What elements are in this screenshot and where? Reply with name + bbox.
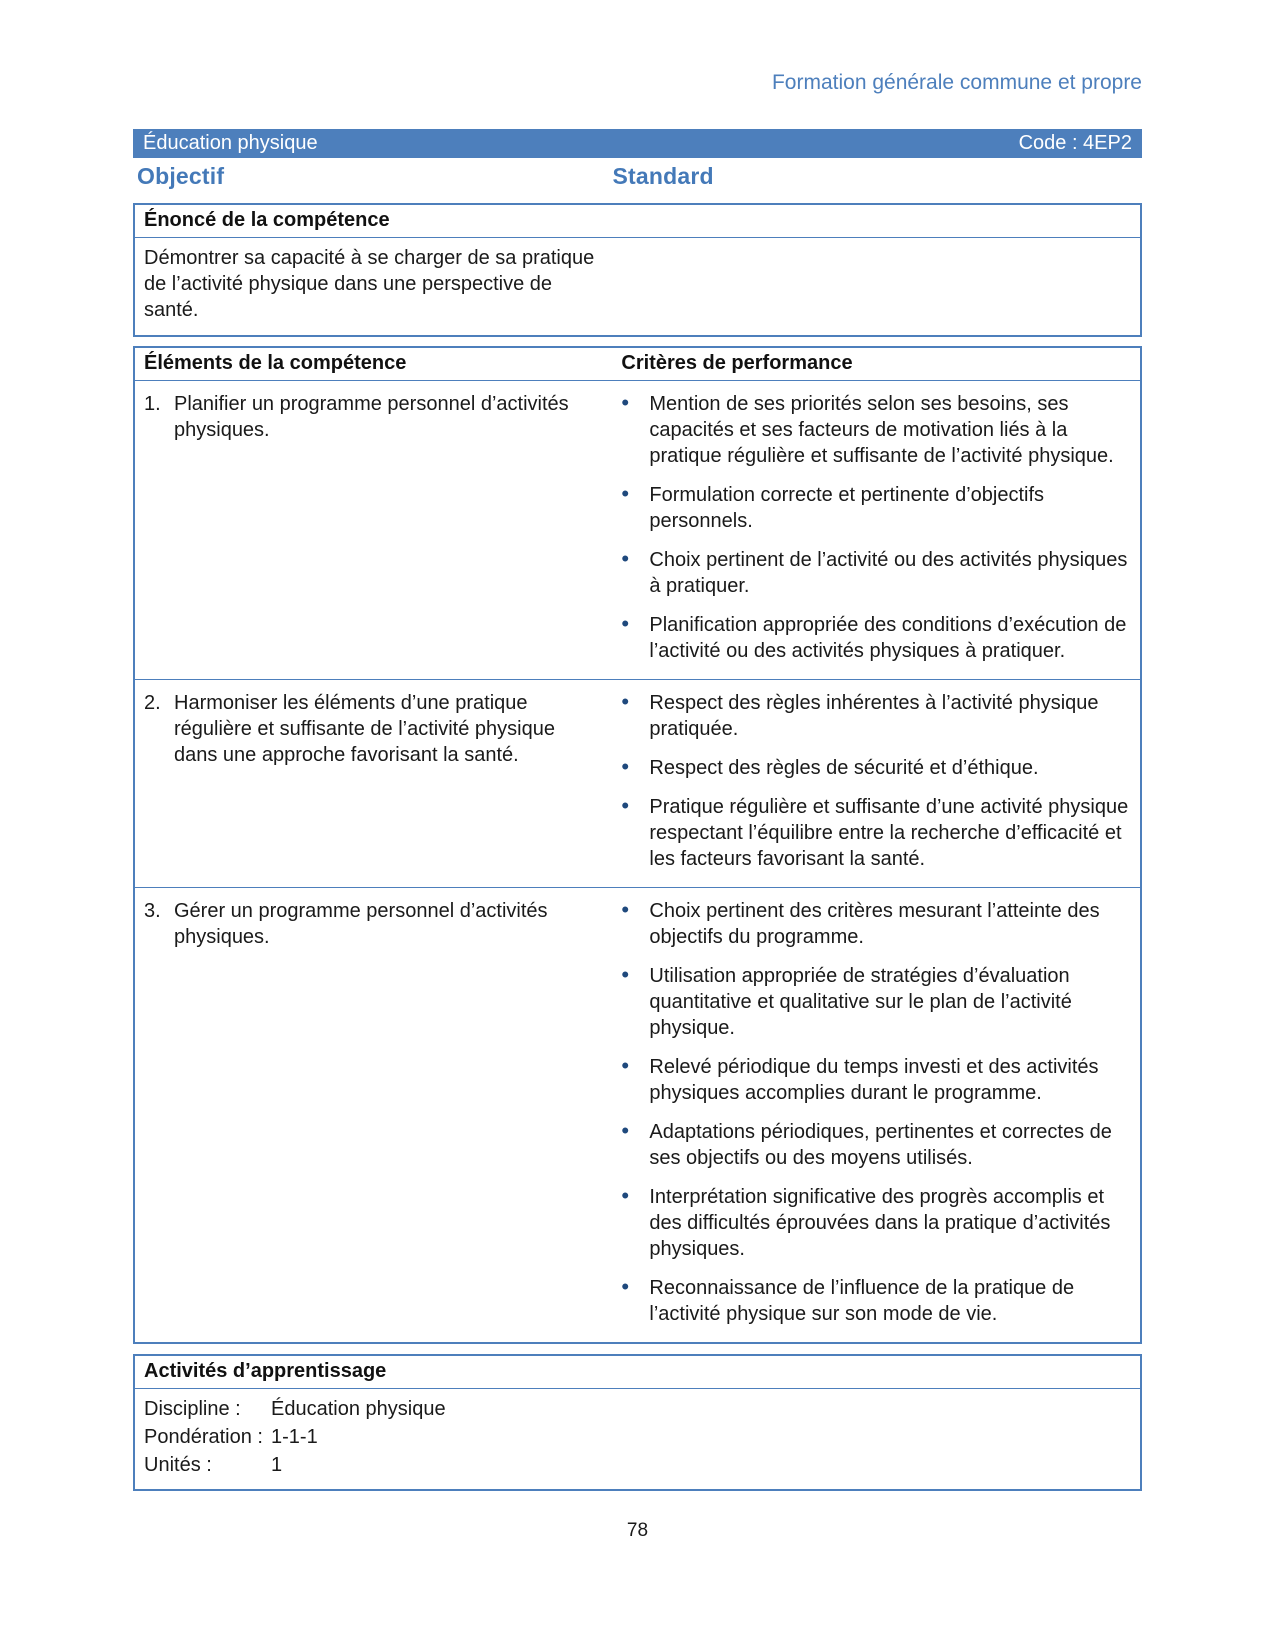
page-number: 78 xyxy=(626,1520,649,1541)
criteria-bullet: • Planification appropriée des conditions d’exécution de l’activité ou des activités physiques à pratiquer. xyxy=(612,612,1134,664)
activites-table xyxy=(133,1354,1142,1491)
enonce-body xyxy=(135,238,1140,335)
column-headings xyxy=(133,158,1142,197)
criteria-bullet: • Interprétation significative des progrès accomplis et des difficultés éprouvées dans la pratique d’activités physiques. xyxy=(612,1184,1134,1262)
criteria-bullet: • Mention de ses priorités selon ses besoins, ses capacités et ses facteurs de motivation liés à la pratique régulière et suffisante de l’activité physique. xyxy=(612,391,1134,469)
field-value: 1 xyxy=(271,1454,283,1476)
criteria-bullet: • Choix pertinent de l’activité ou des activités physiques à pratiquer. xyxy=(612,547,1134,599)
item-number: 1. xyxy=(144,393,161,415)
criteria-list xyxy=(612,391,1134,664)
enonce-table xyxy=(133,203,1142,337)
field-label: Unités : xyxy=(144,1454,212,1476)
enonce-header: Énoncé de la compétence xyxy=(135,205,1140,238)
field-label: Discipline : xyxy=(144,1398,241,1420)
objectif-heading: Objectif xyxy=(137,163,225,189)
activites-header: Activités d’apprentissage xyxy=(135,1356,1140,1389)
field-value: 1-1-1 xyxy=(271,1426,318,1448)
field-row xyxy=(144,1395,1131,1423)
criteria-bullet: • Adaptations périodiques, pertinentes et correctes de ses objectifs ou des moyens utilisés. xyxy=(612,1119,1134,1171)
field-value: Éducation physique xyxy=(271,1398,446,1420)
criteria-bullet: • Utilisation appropriée de stratégies d’évaluation quantitative et qualitative sur le plan de l’activité physique. xyxy=(612,963,1134,1041)
criteria-bullet: • Formulation correcte et pertinente d’objectifs personnels. xyxy=(612,482,1134,534)
criteria-bullet: • Respect des règles inhérentes à l’activité physique pratiquée. xyxy=(612,690,1134,742)
criteria-bullet: • Reconnaissance de l’influence de la pratique de l’activité physique sur son mode de vie. xyxy=(612,1275,1134,1327)
field-label: Pondération : xyxy=(144,1426,263,1448)
criteria-bullet: • Relevé périodique du temps investi et des activités physiques accomplies durant le programme. xyxy=(612,1054,1134,1106)
numbered-item xyxy=(141,690,598,768)
page-content xyxy=(133,0,1142,1491)
criteria-bullet: • Pratique régulière et suffisante d’une activité physique respectant l’équilibre entre la recherche d’efficacité et les facteurs favorisant la santé. xyxy=(612,794,1134,872)
criteria-list xyxy=(612,690,1134,872)
standard-heading: Standard xyxy=(612,163,714,189)
enonce-text: Démontrer sa capacité à se charger de sa pratique de l’activité physique dans une perspective de santé. xyxy=(144,247,595,321)
numbered-item xyxy=(141,391,598,443)
table-row xyxy=(135,381,1140,679)
item-number: 3. xyxy=(144,900,161,922)
activites-body xyxy=(135,1389,1140,1489)
running-head: Formation générale commune et propre xyxy=(771,71,1142,94)
field-row xyxy=(144,1451,1131,1479)
criteria-cell xyxy=(612,888,1140,1342)
criteria-bullet: • Respect des règles de sécurité et d’éthique. xyxy=(612,755,1134,781)
item-text: Gérer un programme personnel d’activités physiques. xyxy=(174,900,548,948)
criteria-cell xyxy=(612,680,1140,887)
element-cell xyxy=(135,888,612,1342)
competence-table xyxy=(133,346,1142,1344)
competence-header-row xyxy=(135,348,1140,381)
numbered-item xyxy=(141,898,598,950)
criteria-list xyxy=(612,898,1134,1327)
elements-header: Éléments de la compétence xyxy=(144,352,407,374)
item-text: Harmoniser les éléments d’une pratique régulière et suffisante de l’activité physique dans une approche favorisant la santé. xyxy=(174,692,555,766)
element-cell xyxy=(135,680,612,887)
criteria-cell xyxy=(612,381,1140,679)
title-banner xyxy=(133,129,1142,158)
table-row xyxy=(135,679,1140,887)
item-number: 2. xyxy=(144,692,161,714)
criteria-bullet: • Choix pertinent des critères mesurant l’atteinte des objectifs du programme. xyxy=(612,898,1134,950)
criteres-header: Critères de performance xyxy=(621,352,853,374)
banner-course-code: Code : 4EP2 xyxy=(1018,132,1132,154)
item-text: Planifier un programme personnel d’activités physiques. xyxy=(174,393,569,441)
table-row xyxy=(135,887,1140,1342)
field-row xyxy=(144,1423,1131,1451)
element-cell xyxy=(135,381,612,679)
banner-course-title: Éducation physique xyxy=(143,132,318,154)
